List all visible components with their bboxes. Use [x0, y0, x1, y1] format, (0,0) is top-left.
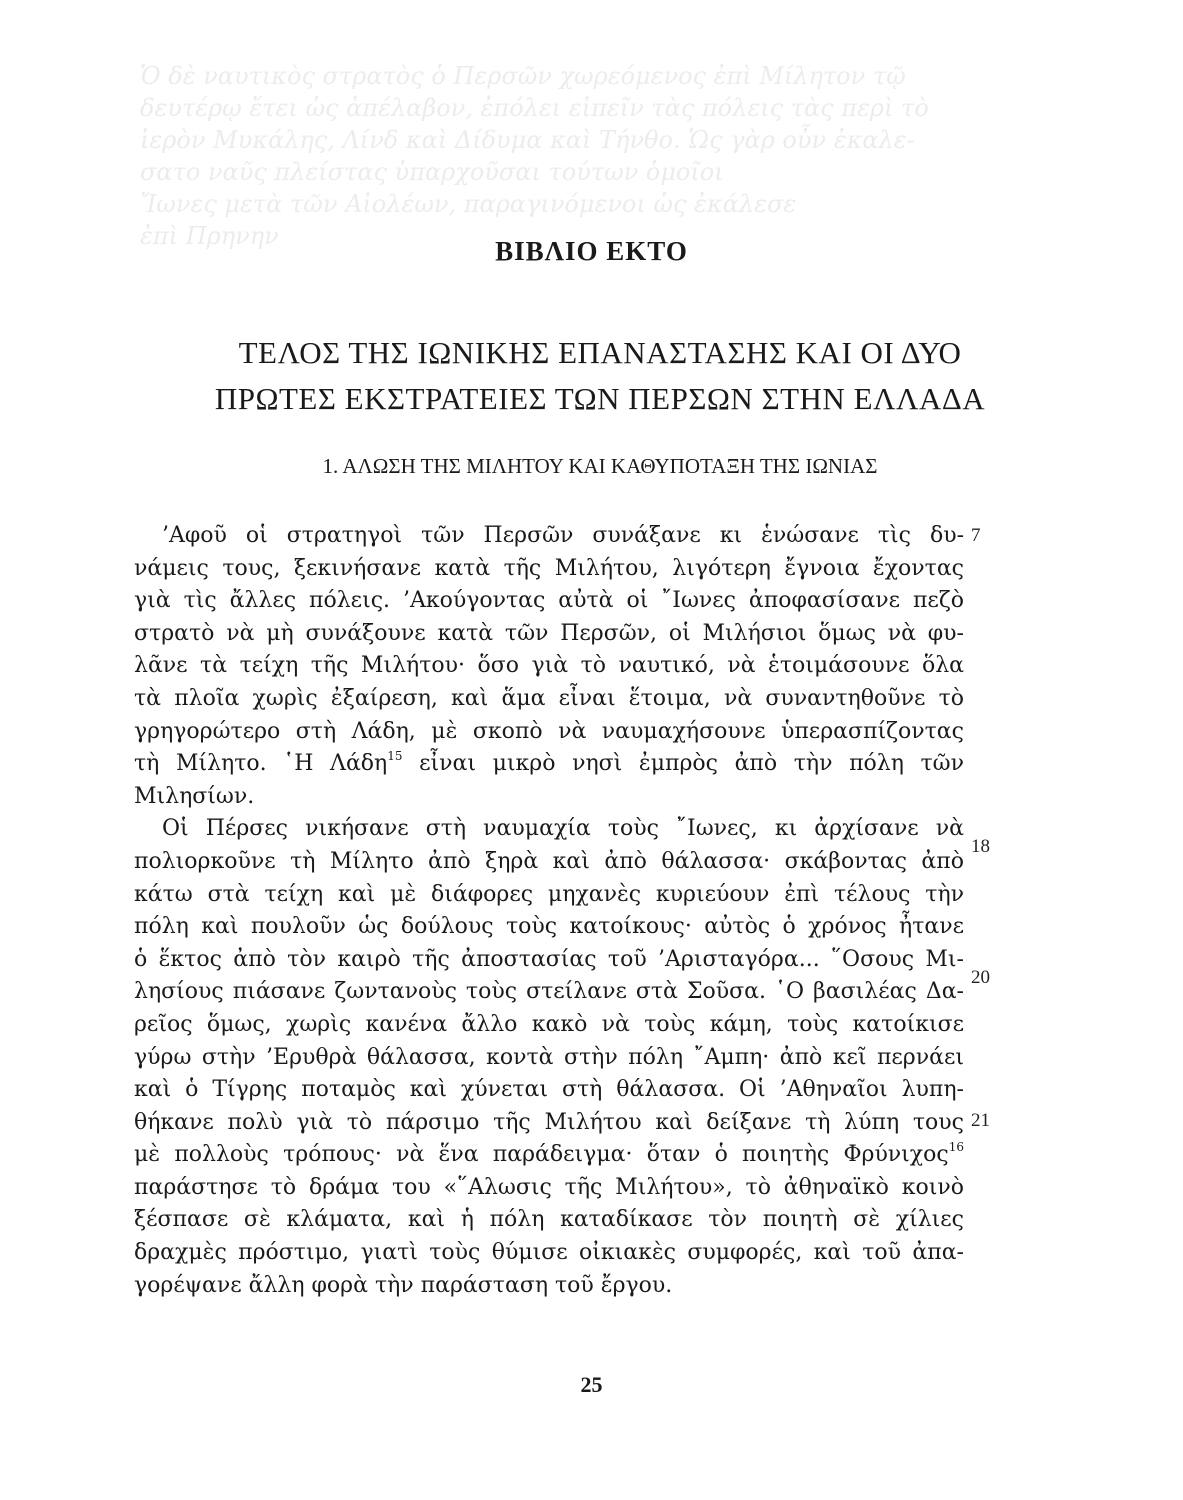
text-line: παράστησε τὸ δράμα του «῞Αλωσις τῆς Μιλήτου», τὸ ἀθηναϊκὸ κοινὸ — [134, 1174, 964, 1200]
text-line: κάτω στὰ τείχη καὶ μὲ διάφορες μηχανὲς κυριεύουν ἐπὶ τέλους τὴν — [134, 881, 964, 907]
margin-number: 7 — [971, 525, 981, 546]
text-line: στρατὸ νὰ μὴ συνάξουνε κατὰ τῶν Περσῶν, οἱ Μιλήσιοι ὅμως νὰ φυ- — [134, 620, 964, 646]
chapter-title — [120, 330, 1080, 422]
text-fragment: εἶναι μικρὸ νησὶ ἐμπρὸς ἀπὸ τὴν πόλη τῶν — [402, 751, 964, 777]
section-title: 1. ΑΛΩΣΗ ΤΗΣ ΜΙΛΗΤΟΥ ΚΑΙ ΚΑΘΥΠΟΤΑΞΗ ΤΗΣ ΙΩΝΙΑΣ — [322, 454, 878, 478]
text-line: Μιλησίων. — [134, 783, 255, 809]
page-number: 25 — [580, 1372, 603, 1397]
text-line: πόλη καὶ πουλοῦν ὡς δούλους τοὺς κατοίκους· αὐτὸς ὁ χρόνος ἦτανε — [134, 914, 964, 940]
text-line: ξέσπασε σὲ κλάματα, καὶ ἡ πόλη καταδίκασε τὸν ποιητὴ σὲ χίλιες — [134, 1207, 964, 1233]
text-line: ὁ ἕκτος ἀπὸ τὸν καιρὸ τῆς ἀποστασίας τοῦ ’Αρισταγόρα... ῞Οσους Μι- — [134, 946, 964, 972]
text-line: καὶ ὁ Τίγρης ποταμὸς καὶ χύνεται στὴ θάλασσα. Οἱ ’Αθηναῖοι λυπη- — [134, 1077, 964, 1103]
text-line — [134, 748, 964, 781]
text-line: γορέψανε ἄλλη φορὰ τὴν παράσταση τοῦ ἔργου. — [134, 1272, 673, 1298]
margin-number: 21 — [971, 1110, 990, 1131]
chapter-title-line: ΤΕΛΟΣ ΤΗΣ ΙΩΝΙΚΗΣ ΕΠΑΝΑΣΤΑΣΗΣ ΚΑΙ ΟΙ ΔΥΟ — [238, 335, 962, 370]
footnote-ref: 16 — [948, 1140, 964, 1155]
chapter-title-line: ΠΡΩΤΕΣ ΕΚΣΤΡΑΤΕΙΕΣ ΤΩΝ ΠΕΡΣΩΝ ΣΤΗΝ ΕΛΛΑΔΑ — [214, 381, 986, 416]
text-line: θήκανε πολὺ γιὰ τὸ πάρσιμο τῆς Μιλήτου καὶ δείξανε τὴ λύπη τους — [134, 1109, 964, 1135]
bleed-through-text: Ὁ δὲ ναυτικὸς στρατὸς ὁ Περσῶν χωρεόμενος ἐπὶ Μίλητον τῷ δευτέρῳ ἔτει ὡς ἀπέλαβον, ἐπόλει εἰπεῖν τὰς πόλεις τὰς περὶ τὸ ἱερὸν Μυκάλης, Λίνδ καὶ Δίδυμα καὶ Τήνθο. Ὡς γὰρ οὖν ἐκαλε- σατο ναῦς πλείστας ὑπαρχοῦσαι τούτων ὁμοῖοι Ἴωνες μετὰ τῶν Αἰολέων, παραγινόμενοι ὡς ἐκάλεσε ἐπὶ Πρηνην — [140, 62, 929, 250]
text-line: νάμεις τους, ξεκινήσανε κατὰ τῆς Μιλήτου, λιγότερη ἔγνοια ἔχοντας — [134, 555, 964, 581]
text-line: τὰ πλοῖα χωρὶς ἐξαίρεση, καὶ ἅμα εἶναι ἕτοιμα, νὰ συναντηθοῦνε τὸ — [134, 685, 964, 711]
body-text — [134, 520, 964, 1302]
text-fragment: μὲ πολλοὺς τρόπους· νὰ ἕνα παράδειγμα· ὅταν ὁ ποιητὴς Φρύνιχος — [134, 1142, 949, 1168]
footnote-ref: 15 — [387, 749, 403, 764]
text-line: δραχμὲς πρόστιμο, γιατὶ τοὺς θύμισε οἰκιακὲς συμφορές, καὶ τοῦ ἀπα- — [134, 1240, 964, 1266]
text-line: λᾶνε τὰ τείχη τῆς Μιλήτου· ὅσο γιὰ τὸ ναυτικό, νὰ ἑτοιμάσουνε ὅλα — [134, 653, 964, 679]
margin-number: 18 — [971, 836, 990, 857]
book-title: ΒΙΒΛΙΟ ΕΚΤΟ — [495, 236, 688, 266]
text-line: γιὰ τὶς ἄλλες πόλεις. ’Ακούγοντας αὐτὰ οἱ ῎Ιωνες ἀποφασίσανε πεζὸ — [134, 588, 964, 614]
text-line: ρεῖος ὅμως, χωρὶς κανένα ἄλλο κακὸ νὰ τοὺς κάμη, τοὺς κατοίκισε — [134, 1011, 964, 1037]
text-line: γύρω στὴν ’Ερυθρὰ θάλασσα, κοντὰ στὴν πόλη ῎Αμπη· ἀπὸ κεῖ περνάει — [134, 1044, 964, 1070]
text-line: Οἱ Πέρσες νικήσανε στὴ ναυμαχία τοὺς ῎Ιωνες, κι ἀρχίσανε νὰ — [162, 816, 964, 842]
text-line: ’Αφοῦ οἱ στρατηγοὶ τῶν Περσῶν συνάξανε κι ἑνώσανε τὶς δυ- — [162, 523, 964, 548]
margin-number: 20 — [971, 967, 990, 988]
text-fragment: τὴ Μίλητο. ῾Η Λάδη — [134, 751, 388, 777]
text-line: λησίους πιάσανε ζωντανοὺς τοὺς στείλανε στὰ Σοῦσα. ῾Ο βασιλέας Δα- — [134, 979, 964, 1005]
text-line — [134, 1139, 964, 1172]
text-line: πολιορκοῦνε τὴ Μίλητο ἀπὸ ξηρὰ καὶ ἀπὸ θάλασσα· σκάβοντας ἀπὸ — [134, 848, 964, 874]
text-line: γρηγορώτερο στὴ Λάδη, μὲ σκοπὸ νὰ ναυμαχήσουνε ὑπερασπίζοντας — [134, 718, 964, 744]
